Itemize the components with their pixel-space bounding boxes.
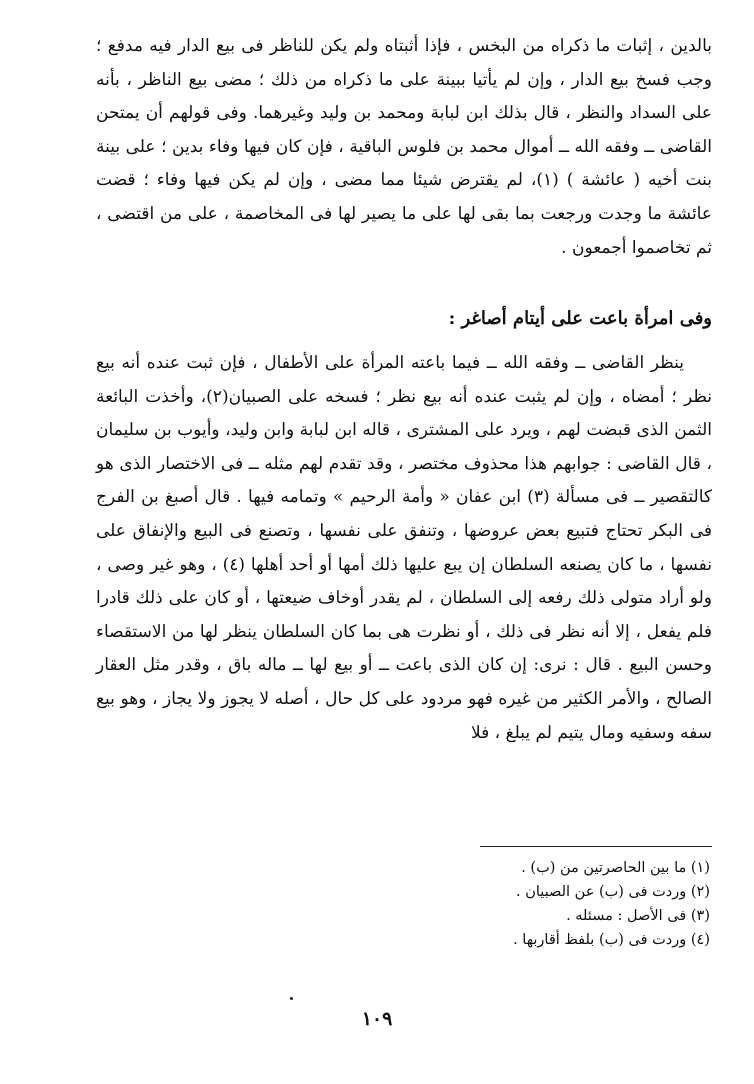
footnote-item: (١) ما بين الحاصرتين من (ب) . — [521, 860, 710, 876]
footnote-divider — [480, 846, 712, 847]
footnote-item: (٤) وردت فى (ب) بلفظ أقاربها . — [513, 932, 710, 948]
footnote-item: (٢) وردت فى (ب) عن الصبيان . — [515, 884, 710, 900]
ink-dot — [290, 997, 293, 1000]
footnotes-list — [380, 856, 710, 952]
footnote-item: (٣) فى الأصل : مسئله . — [566, 908, 710, 924]
section-heading: وفى امرأة باعت على أيتام أصاغر : — [448, 308, 712, 329]
page-number: ١٠٩ — [361, 1008, 393, 1030]
body-paragraph-1: بالدين ، إثبات ما ذكراه من البخس ، فإذا أثبتاه ولم يكن للناظر فى بيع الدار فيه مدفع ؛ وجب فسخ بيع الدار ، وإن لم يأتيا ببينة على ما ذكراه من ذلك ؛ مضى بيع الناظر ، بأنه على السداد والنظر ، قال بذلك ابن لبابة ومحمد بن وليد وغيرهما. وفى قولهم أن يمتحن القاضى ــ وفقه الله ــ أموال محمد بن فلوس الباقية ، فإن كان فيها وفاء بدين ؛ على بينة بنت أخيه ( عائشة ) (١)، لم يقترض شيئا مما مضى ، وإن لم يكن فيها وفاء ؛ قضت عائشة ما وجدت ورجعت بما بقى لها على ما يصير لها فى المخاصمة ، على من اقتضى ، ثم تخاصموا أجمعون . — [96, 36, 713, 258]
body-paragraph-2: ينظر القاضى ــ وفقه الله ــ فيما باعته المرأة على الأطفال ، فإن ثبت عنده أنه بيع نظر ؛ أمضاه ، وإن لم يثبت عنده أنه بيع نظر ؛ فسخه على الصبيان(٢)، وأخذت البائعة الثمن الذى قبضت لهم ، ويرد على المشترى ، قاله ابن لبابة وابن وليد، وأيوب بن سليمان ، قال القاضى : جوابهم هذا محذوف مختصر ، وقد تقدم لهم مثله ــ فى الاختصار الذى هو كالتقصير ــ فى مسألة (٣) ابن عفان « وأمة الرحيم » وتمامه فيها . قال أصبغ بن الفرج فى البكر تحتاج فتبيع بعض عروضها ، وتنفق على نفسها ، وتصنع فى البيع والإنفاق على نفسها ، ما كان يصنعه السلطان إن يبع عليها ذلك أمها أو أحد أهلها (٤) ، وهو غير وصى ، ولو أراد متولى ذلك رفعه إلى السلطان ، لم يقدر أوخاف ضيعتها ، أو كان على ذلك قادرا فلم يفعل ، إلا أنه نظر فى ذلك ، أو نظرت هى بما كان السلطان ينظر لها من الاستقصاء وحسن البيع . قال : نرى: إن كان الذى باعت ــ أو بيع لها ــ ماله باق ، وقدر مثل العقار الصالح ، والأمر الكثير من غيره فهو مردود على كل حال ، أصله لا يجوز ولا يجاز ، وهو بيع سفه وسفيه ومال يتيم لم يبلغ ، فلا — [96, 353, 712, 743]
